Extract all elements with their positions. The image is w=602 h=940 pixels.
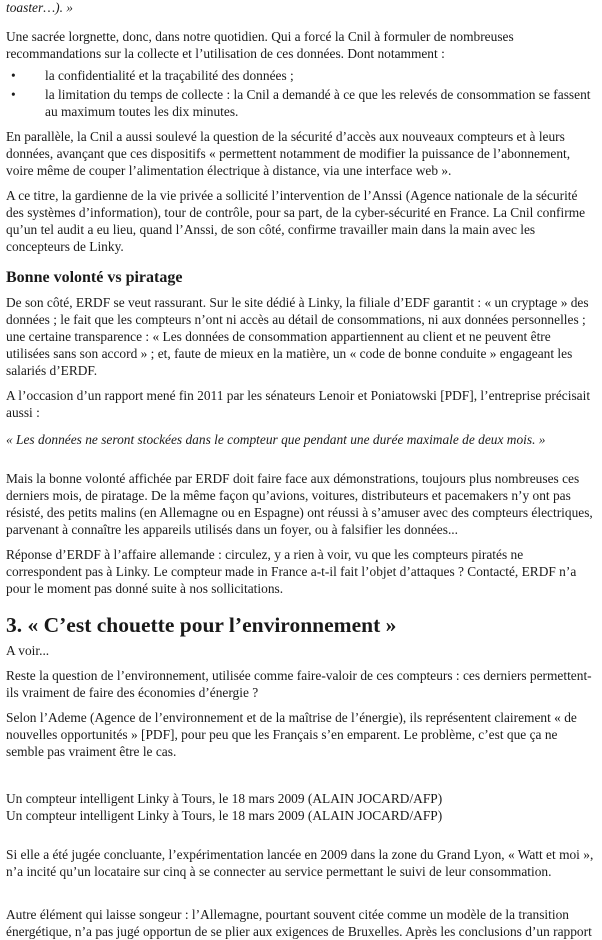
list-item <box>6 67 596 84</box>
list-item-text: la limitation du temps de collecte : la Cnil a demandé à ce que les relevés de consommation se fassent au maximum toutes les dix minutes. <box>45 87 591 119</box>
paragraph-erdf-rassurant: De son côté, ERDF se veut rassurant. Sur le site dédié à Linky, la filiale d’EDF garantit : « un cryptage » des données ; le fait que les compteurs n’ont ni accès au détail de consommations, ni aux données personnelles ; une certaine transparence : « Les données de consommation appartiennent au client et ne peuvent être utilisées sans son accord » ; et, faute de mieux en la matière, un « code de bonne conduite » engageant les salariés d’ERDF. <box>6 295 589 378</box>
image-caption: Un compteur intelligent Linky à Tours, le 18 mars 2009 (ALAIN JOCARD/AFP) <box>6 791 443 806</box>
list-item-text: la confidentialité et la traçabilité des données ; <box>45 68 294 83</box>
paragraph-a-voir: A voir... <box>6 643 50 658</box>
bullet-icon: • <box>11 68 16 83</box>
paragraph-allemagne: Autre élément qui laisse songeur : l’Allemagne, pourtant souvent citée comme un modèle de la transition énergétique, n’a pas jugé opportun de se plier aux exigences de Bruxelles. Après les conclusions d’un rapport <box>6 907 592 939</box>
quote-tail: toaster…). » <box>6 0 73 15</box>
paragraph-watt-et-moi: Si elle a été jugée concluante, l’expérimentation lancée en 2009 dans la zone du Grand Lyon, « Watt et moi », n’a incité qu’un locataire sur cinq à se connecter au service permettant le suivi de leur consommation. <box>6 847 594 879</box>
list-item <box>6 86 596 120</box>
heading-section-3: 3. « C’est chouette pour l’environnement » <box>6 613 397 637</box>
paragraph-reponse-erdf: Réponse d’ERDF à l’affaire allemande : circulez, y a rien à voir, vu que les compteurs piratés ne correspondent pas à Linky. Le compteur made in France a-t-il fait l’objet d’attaques ? Contacté, ERDF n’a pour le moment pas donné suite à nos sollicitations. <box>6 547 577 596</box>
paragraph-cnil-recommendations: Une sacrée lorgnette, donc, dans notre quotidien. Qui a forcé la Cnil à formuler de nombreuses recommandations sur la collecte et l’utilisation de ces données. Dont notamment : <box>6 29 514 61</box>
heading-bonne-volonte: Bonne volonté vs piratage <box>6 269 183 286</box>
paragraph-piratage: Mais la bonne volonté affichée par ERDF doit faire face aux démonstrations, toujours plus nombreuses ces derniers mois, de piratage. De la même façon qu’avions, voitures, distributeurs et pacemakers n’y ont pas résisté, des petits malins (en Allemagne ou en Espagne) ont réussi à s’amuser avec des compteurs électriques, parvenant à connaître les appareils utilisés dans un foyer, ou à falsifier les données... <box>6 471 593 537</box>
paragraph-anssi: A ce titre, la gardienne de la vie privée a sollicité l’intervention de l’Anssi (Agence nationale de la sécurité des systèmes d’information), tour de contrôle, pour sa part, de la cyber-sécurité en France. La Cnil confirme qu’un tel audit a eu lieu, quand l’Anssi, de son côté, confirme travailler main dans la main avec les concepteurs de Linky. <box>6 188 586 254</box>
paragraph-ademe: Selon l’Ademe (Agence de l’environnement et de la maîtrise de l’énergie), ils représentent clairement « de nouvelles opportunités » [PDF], pour peu que les Français s’en emparent. Le problème, c’est que ça ne semble pas vraiment être le cas. <box>6 710 577 759</box>
recommendations-list <box>6 67 596 120</box>
paragraph-rapport-2011: A l’occasion d’un rapport mené fin 2011 par les sénateurs Lenoir et Poniatowski [PDF], l’entreprise précisait aussi : <box>6 388 591 420</box>
image-caption: Un compteur intelligent Linky à Tours, le 18 mars 2009 (ALAIN JOCARD/AFP) <box>6 808 443 823</box>
paragraph-security-access: En parallèle, la Cnil a aussi soulevé la question de la sécurité d’accès aux nouveaux compteurs et à leurs données, avançant que ces dispositifs « permettent notamment de modifier la puissance de l’abonnement, voire même de couper l’alimentation électrique à distance, via une interface web ». <box>6 129 571 178</box>
quote-stockage: « Les données ne seront stockées dans le compteur que pendant une durée maximale de deux mois. » <box>6 432 546 447</box>
bullet-icon: • <box>11 87 16 102</box>
paragraph-environnement: Reste la question de l’environnement, utilisée comme faire-valoir de ces compteurs : ces derniers permettent-ils vraiment de faire des économies d’énergie ? <box>6 668 592 700</box>
